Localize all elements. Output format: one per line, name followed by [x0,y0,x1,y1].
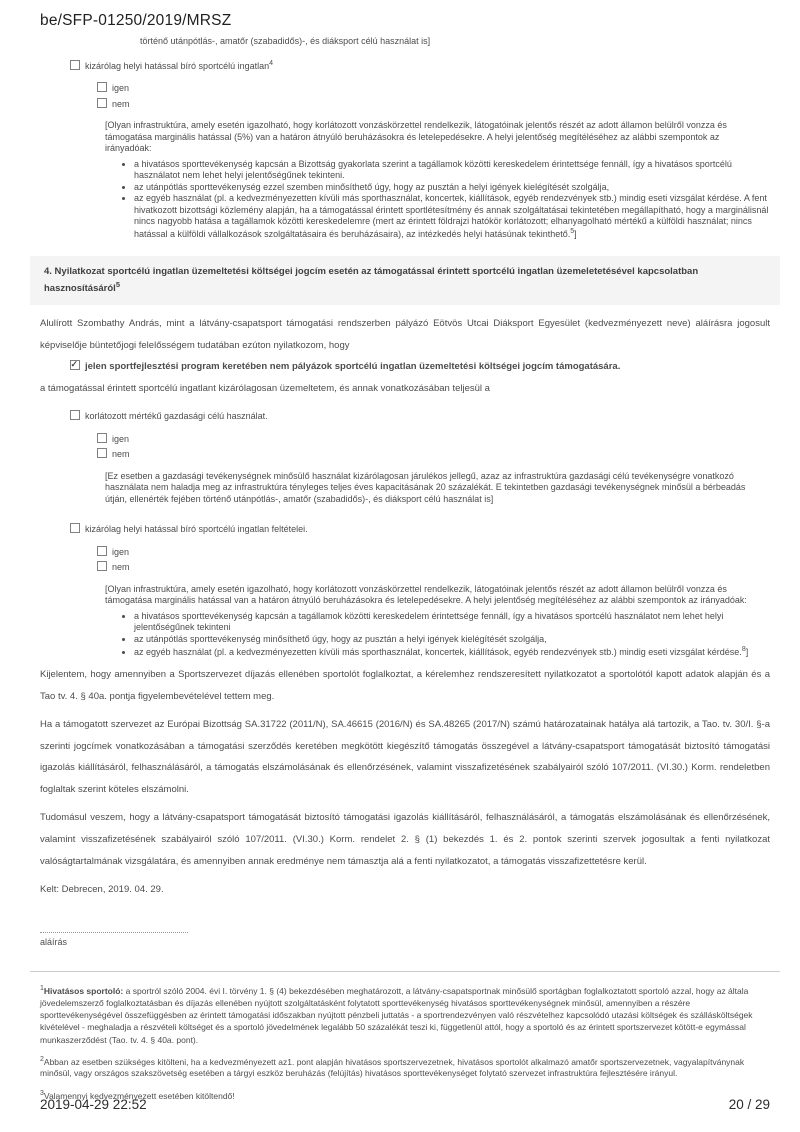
bullet-list-local-importance [122,159,770,241]
footnote-2: $^2$Abban az esetben szükséges kitölteni, ha a kedvezményezett az1. pont alapján hivatásos sportszervezetnek, hivatásos sportolót alkalmazó amatőr sportszervezetnek, vagyalapítványnak minősül, vagy országos szakszövetség esetében a tárgyi eszköz beruházás (felújítás) hivatásos sporttevékenységet folytató szervezet infrastruktúra fejlesztésére irányul. [40,1055,745,1079]
signature-label: aláírás [40,937,68,948]
page-footer [40,1097,770,1112]
section-heading-4: 4. Nyilatkozat sportcélú ingatlan üzemeltetési költségei jogcím esetén az támogatással érintett sportcélú ingatlan üzemeletetésével kapcsolatban hasznosításáról$^5$ [30,256,780,305]
checkbox-no-1[interactable] [97,98,107,108]
info-paragraph-economic-use: [Ez esetben a gazdasági tevékenységnek minősülő használat kizárólagosan járulékos jellegű, azaz az infrastruktúra gazdasági célú tevékenységre vonatkozó használata nem haladja meg az infrastruktúra tényleges teljes éves kapacitásának 20 százalékát. E tekintetben gazdasági tevékenységnek minősül a bérbeadás útján, ellenérték fejében történő utánpótlás-, amatőr (szabadidős)-, és diáksport célú használat is] [105,470,746,504]
paragraph-kijelentem: Kijelentem, hogy amennyiben a Sportszervezet díjazás ellenében sportolót foglalkoztat, a kérelemhez rendszeresített nyilatkozatot a sportolótól kapott adatok alapján és a Tao tv. 4. § 40a. pontja figyelembevételével tettem meg. [40,669,770,702]
checkbox-yes-1-label: igen [112,83,130,94]
checkbox-row-yes [97,546,770,559]
signature-line [40,924,188,933]
continuation-text: történő utánpótlás-, amatőr (szabadidős)-, és diáksport célú használat is] [140,36,431,46]
info-paragraph-local-importance: [Olyan infrastruktúra, amely esetén igazolható, hogy korlátozott vonzáskörzettel rendelkezik, látogatóinak jelentős részét az adott államon belülről vonzza és támogatása marginális hatással (5%) van a határon átnyúló beruházásokra és letelepedésekre. A helyi jelentőség megítéléséhez az alábbi szempontok az irányadóak: [105,120,727,154]
footnote-2-marker: 2 [40,1055,44,1063]
checkbox-row-no [97,98,770,111]
bullet-list-local-importance-2 [122,611,770,658]
checkbox-local-conditions[interactable] [70,523,80,533]
checkbox-yes-3[interactable] [97,546,107,556]
bullet-item: • az utánpótlás sporttevékenység ezzel szemben minősíthető úgy, hogy az pusztán a helyi igények kielégítését szolgálja, [134,182,770,194]
checkbox-row-yes [97,433,770,446]
checkbox-no-3[interactable] [97,561,107,571]
checkbox-local-conditions-label: kizárólag helyi hatással bíró sportcélú ingatlan feltételei. [85,524,308,535]
checkbox-local-property-label: kizárólag helyi hatással bíró sportcélú ingatlan$^4$ [85,59,274,71]
checkbox-yes-3-label: igen [112,546,130,557]
paragraph-tudomasul: Tudomásul veszem, hogy a látvány-csapatsport támogatását biztosító támogatási igazolás kiállításáról, felhasználásáról, a támogatás elszámolásának és ellenőrzésének, valamint visszafizetésének szabályairól szóló 107/2011. (VI.30.) Korm. rendelet 2. § (1) bekezdés 1. és 2. pontok szerinti szervek jogosultak a fenti nyilatkozat valóságtartalmának vizsgálatára, és amennyiben annak eredménye nem támasztja alá a fenti nyilatkozatot, a támogatás visszafizettetésre kerül. [40,812,770,867]
paragraph-ha-tamogatott: Ha a támogatott szervezet az Európai Bizottság SA.31722 (2011/N), SA.46615 (2016/N) és SA.48265 (2017/N) számú határozatainak hatálya alá tartozik, a Tao. tv. 30/I. §-a szerinti jogcímek vonatkozásában a támogatási szerződés keretében megkötött kiegészítő támogatás összegével a látvány-csapatsport támogatását biztosító támogatási igazolás kiállításáról, felhasználásáról, a támogatás elszámolásának és ellenőrzésének, valamint visszafizetésének szabályairól szóló 107/2011. (VI.30.) Korm. rendeletben foglaltak szerint köteles elszámolni. [40,718,770,796]
checkbox-no-3-label: nem [112,562,130,573]
info-paragraph-local-importance-2: [Olyan infrastruktúra, amely esetén igazolható, hogy korlátozott vonzáskörzettel rendelkezik, látogatóinak jelentős részét az adott államon belülről vonzza és támogatása marginális hatással van a határon átnyúló beruházásokra és letelepedésekre. A helyi jelentőség megítéléséhez az alábbi szempontok az irányadóak: [105,583,747,606]
checkbox-row-declared [70,360,770,372]
checkbox-local-property[interactable] [70,60,80,70]
checkbox-row-local-conditions [70,523,770,536]
bullet-item: • az egyéb használat (pl. a kedvezményezetten kívüli más sporthasználat, koncertek, kiállítások, egyéb rendezvények stb.) mindig eseti vizsgálat kérdése. A fent hivatkozott bizottsági közlemény alapján, ha a támogatással érintett sportlétesítmény és annak szolgáltatásai tekintetében megállapítható, hogy a marginálisnál nincs nagyobb hatása a tagállamok közötti kereskedelemre (mert az érintett földrajzi hatókör korlátozott; elhanyagolható mértékű a külföldi használat; nincs hatással a külföldi vállalkozások szolgáltatásaira és beruházásaira), az intézkedés helyi hatásúnak tekinthető.$^5$] [134,193,770,240]
checkbox-row-yes [97,82,770,95]
footnote-divider [30,971,780,972]
footnote-3-marker: 3 [40,1089,44,1097]
checkbox-economic-use[interactable] [70,410,80,420]
page-title: be/SFP-01250/2019/MRSZ [40,12,232,29]
footnote-ref-4: 4 [269,59,274,67]
checkbox-no-operating-costs-label: jelen sportfejlesztési program keretében nem pályázok sportcélú ingatlan üzemeltetési költségei jogcím támogatására. [85,361,621,373]
footer-timestamp: 2019-04-29 22:52 [40,1097,147,1112]
footer-page-number: 20 / 29 [728,1097,770,1112]
bullet-item: • a hivatásos sporttevékenység kapcsán a tagállamok közötti kereskedelem érintettsége fennáll, így a hivatásos sportcélú használatot nem lehet helyi jelentőségűnek tekinteni [134,611,770,634]
checkbox-no-2-label: nem [112,449,130,460]
paragraph-kelt: Kelt: Debrecen, 2019. 04. 29. [40,883,164,895]
checkbox-row-economic-use [70,410,770,423]
footnote-ref-5: 5 [115,280,120,290]
bullet-item: • az egyéb használat (pl. a kedvezményezetten kívüli más sporthasználat, koncertek, kiállítások, egyéb rendezvények stb.) mindig eseti vizsgálat kérdése.$^8$] [134,646,770,659]
footnote-3: $^3$Valamennyi kedvezményezett esetében kitöltendő! [40,1089,235,1101]
checkbox-economic-use-label: korlátozott mértékű gazdasági célú használat. [85,411,268,422]
checkbox-no-2[interactable] [97,448,107,458]
footnote-ref-5: 5 [570,227,575,235]
declaration-intro: Alulírott Szombathy András, mint a látvány-csapatsport támogatási rendszerben pályázó Eötvös Utcai Diáksport Egyesület (kedvezményezett neve) aláírásra jogosult képviselője büntetőjogi felelősségem tudatában ezúton nyilatkozom, hogy [40,317,770,351]
lead-paragraph: a támogatással érintett sportcélú ingatlant kizárólagosan üzemeltetem, és annak vonatkozásában teljesül a [40,383,490,395]
checkbox-row-no [97,561,770,574]
checkbox-no-operating-costs[interactable] [70,360,80,370]
footnote-1-marker: 1 [40,985,44,993]
checkbox-row-no [97,448,770,461]
checkbox-row-local-property [70,60,770,73]
bullet-item: • az utánpótlás sporttevékenység minősíthető úgy, hogy az pusztán a helyi igények kielégítését szolgálja, [134,634,770,646]
footnote-1: $^1$Hivatásos sportoló: a sportról szóló 2004. évi I. törvény 1. § (4) bekezdésében meghatározott, a látvány-csapatsportnak minősülő sportágban foglalkoztatott sportoló azzal, hogy az általa jövedelemszerző foglalkoztatásban és díjazás ellenében nyújtott szolgáltatásként folytatott sporttevékenység hivatásos sporttevékenységnek minősül, amennyiben a részére sporttevékenységével összefüggésben az érintett támogatási időszakban nyújtott pénzbeli juttatás - a sportrendezvényen való részvételhez kapcsolódó utazási költségek és szállásköltségek kivételével - meghaladja a részvételi költséget és a sportoló jövedelmének legalább 50 százalékát teszi ki, függetlenül attól, hogy a sportoló és az érintett sportszervezet kötött-e egymással munkaszerződést (Tao. tv. 4. § 40a. pont). [40,985,753,1045]
footnote-ref-8: 8 [741,645,746,653]
checkbox-yes-1[interactable] [97,82,107,92]
bullet-item: • a hivatásos sporttevékenység kapcsán a Bizottság gyakorlata szerint a tagállamok közötti kereskedelem érintettsége fennáll, így a hivatásos sportcélú használatot nem lehet helyi jelentőségűnek tekinteni. [134,159,770,182]
checkbox-yes-2-label: igen [112,433,130,444]
checkbox-yes-2[interactable] [97,433,107,443]
checkbox-no-1-label: nem [112,98,130,109]
